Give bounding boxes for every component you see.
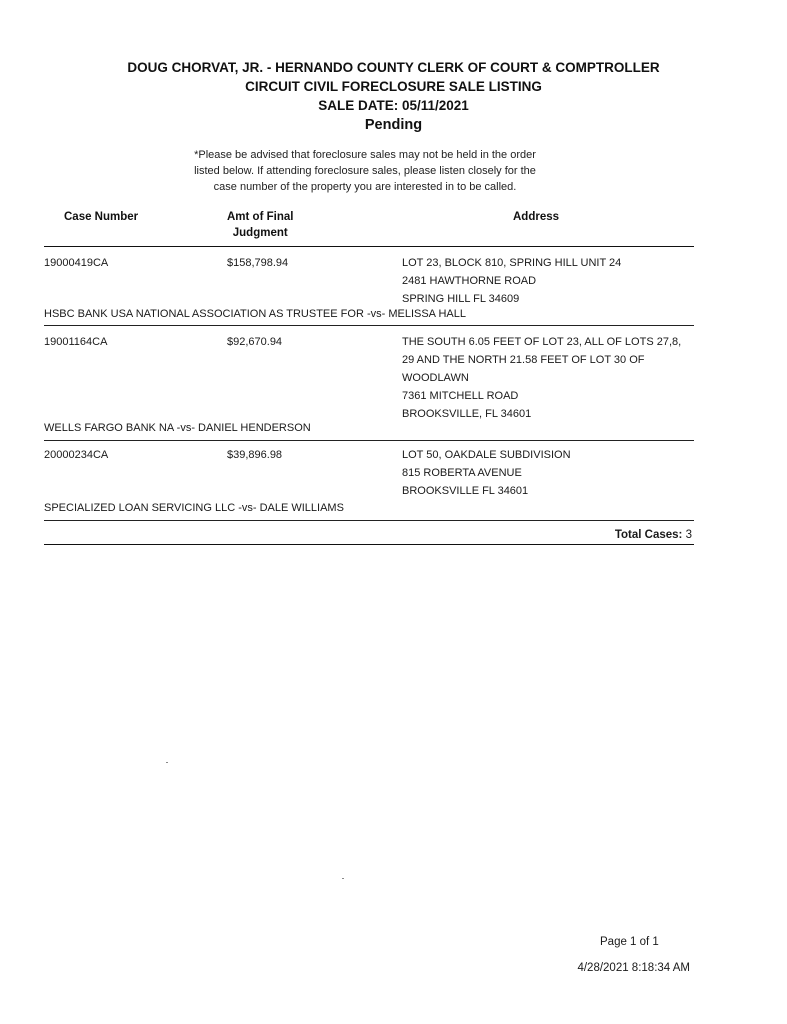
divider <box>44 325 694 326</box>
column-header-amount-line1: Amt of Final <box>227 211 294 223</box>
address-line: 7361 MITCHELL ROAD <box>402 390 519 402</box>
listing-title: CIRCUIT CIVIL FORECLOSURE SALE LISTING <box>245 79 542 94</box>
scan-speck <box>342 878 344 879</box>
property-address <box>402 446 571 500</box>
page-number: Page 1 of 1 <box>600 936 659 948</box>
status-label: Pending <box>364 117 423 133</box>
address-line: THE SOUTH 6.05 FEET OF LOT 23, ALL OF LOTS 27,8, <box>402 336 682 348</box>
notice-line: case number of the property you are interested in to be called. <box>213 181 517 193</box>
case-number: 20000234CA <box>44 449 109 461</box>
address-line: LOT 50, OAKDALE SUBDIVISION <box>402 449 571 461</box>
case-parties: WELLS FARGO BANK NA -vs- DANIEL HENDERSON <box>44 422 311 434</box>
divider <box>44 544 694 545</box>
print-timestamp: 4/28/2021 8:18:34 AM <box>577 962 690 974</box>
address-line: 29 AND THE NORTH 21.58 FEET OF LOT 30 OF <box>402 354 645 366</box>
sale-date: SALE DATE: 05/11/2021 <box>318 98 469 113</box>
column-header-case: Case Number <box>64 211 139 223</box>
advisory-notice <box>170 147 560 195</box>
divider <box>44 246 694 247</box>
organization-title: DOUG CHORVAT, JR. - HERNANDO COUNTY CLERK OF COURT & COMPTROLLER <box>127 60 660 75</box>
case-parties: SPECIALIZED LOAN SERVICING LLC -vs- DALE WILLIAMS <box>44 502 344 514</box>
judgment-amount: $158,798.94 <box>227 257 289 269</box>
column-header-amount-line2: Judgment <box>232 227 288 239</box>
case-number: 19000419CA <box>44 257 109 269</box>
address-line: WOODLAWN <box>402 372 469 384</box>
scan-speck <box>166 762 168 763</box>
address-line: BROOKSVILLE, FL 34601 <box>402 408 532 420</box>
address-line: SPRING HILL FL 34609 <box>402 293 520 305</box>
total-cases-value: 3 <box>685 529 692 541</box>
total-cases-label: Total Cases: <box>614 529 683 541</box>
address-line: BROOKSVILLE FL 34601 <box>402 485 529 497</box>
property-address <box>402 333 681 423</box>
document-header <box>0 58 787 135</box>
notice-line: listed below. If attending foreclosure sales, please listen closely for the <box>194 165 536 177</box>
column-header-amount <box>227 209 293 241</box>
divider <box>44 440 694 441</box>
case-parties: HSBC BANK USA NATIONAL ASSOCIATION AS TRUSTEE FOR -vs- MELISSA HALL <box>44 308 466 320</box>
address-line: 2481 HAWTHORNE ROAD <box>402 275 537 287</box>
divider <box>44 520 694 521</box>
address-line: 815 ROBERTA AVENUE <box>402 467 522 479</box>
address-line: LOT 23, BLOCK 810, SPRING HILL UNIT 24 <box>402 257 622 269</box>
property-address <box>402 254 621 308</box>
judgment-amount: $92,670.94 <box>227 336 283 348</box>
case-number: 19001164CA <box>44 336 108 348</box>
notice-line: *Please be advised that foreclosure sales may not be held in the order <box>194 149 536 161</box>
column-header-address: Address <box>513 211 560 223</box>
judgment-amount: $39,896.98 <box>227 449 283 461</box>
total-cases <box>450 527 692 543</box>
